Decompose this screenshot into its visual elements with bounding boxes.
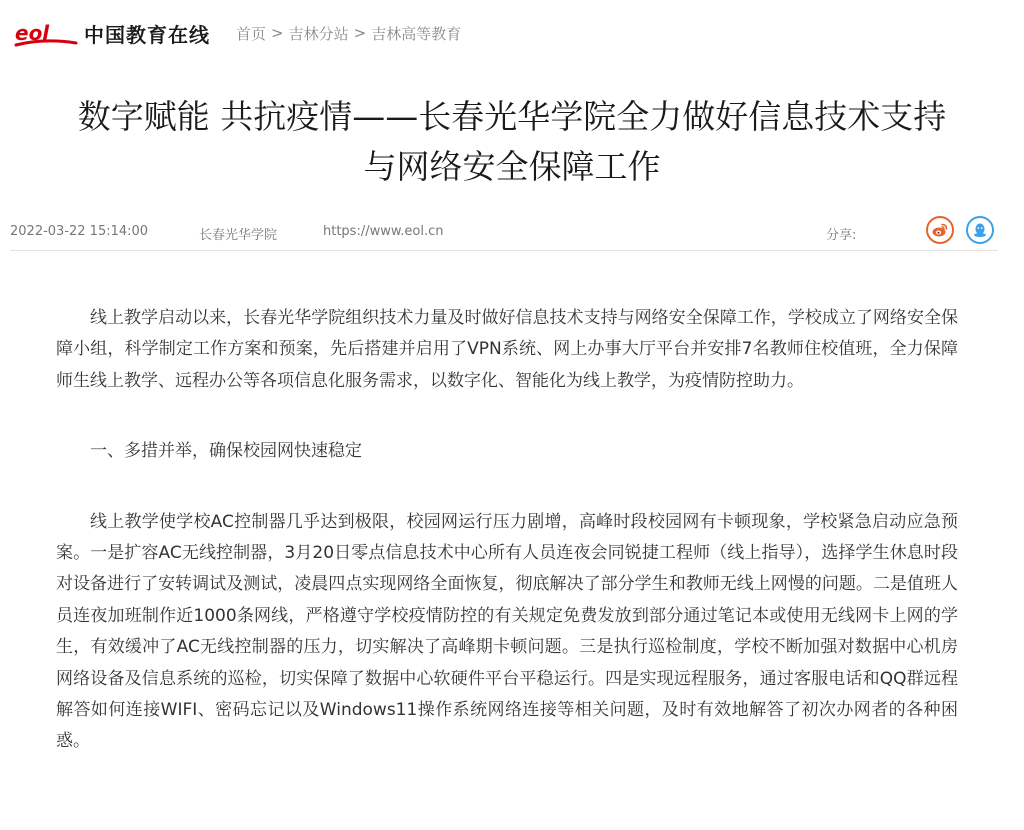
logo-text: 中国教育在线 (84, 22, 210, 47)
share-weibo-button[interactable] (926, 216, 954, 244)
eol-logo-icon (14, 18, 78, 48)
share-label: 分享: (826, 228, 857, 243)
weibo-icon (931, 221, 949, 239)
article-section-heading: 一、多措并举，确保校园网快速稳定 (90, 441, 362, 462)
article-body (56, 303, 958, 797)
breadcrumb-separator: > (353, 24, 367, 42)
source-url[interactable]: https://www.eol.cn (323, 224, 444, 239)
svg-text:eol: eol (15, 21, 50, 45)
publish-date: 2022-03-22 15:14:00 (10, 224, 149, 239)
breadcrumb-branch[interactable]: 吉林分站 (288, 24, 349, 43)
breadcrumb-section[interactable]: 吉林高等教育 (371, 24, 462, 43)
site-logo[interactable] (14, 18, 210, 48)
site-header (14, 16, 461, 50)
breadcrumb-separator: > (271, 24, 284, 42)
article-title (0, 92, 1024, 192)
article-title-line2: 与网络安全保障工作 (363, 147, 661, 186)
article-paragraph: 线上教学启动以来，长春光华学院组织技术力量及时做好信息技术支持与网络安全保障工作，学校成立了网络安全保障小组，科学制定工作方案和预案，先后搭建并启用了VPN系统、网上办事大厅平台并安排7名教师住校值班，全力保障师生线上教学、远程办公等各项信息化服务需求，以数字化、智能化为线上教学，为疫情防控助力。 (56, 308, 958, 391)
article-title-line1: 数字赋能 共抗疫情——长春光华学院全力做好信息技术支持 (77, 97, 947, 136)
breadcrumb (236, 23, 461, 44)
article-meta (10, 214, 998, 251)
breadcrumb-home[interactable]: 首页 (236, 24, 267, 43)
article-paragraph: 线上教学使学校AC控制器几乎达到极限，校园网运行压力剧增，高峰时段校园网有卡顿现象，学校紧急启动应急预案。一是扩容AC无线控制器，3月20日零点信息技术中心所有人员连夜会同锐捷工程师（线上指导），选择学生休息时段对设备进行了安转调试及测试，凌晨四点实现网络全面恢复，彻底解决了部分学生和教师无线上网慢的问题。二是值班人员连夜加班制作近1000条网线，严格遵守学校疫情防控的有关规定免费发放到部分通过笔记本或使用无线网卡上网的学生，有效缓冲了AC无线控制器的压力，切实解决了高峰期卡顿问题。三是执行巡检制度，学校不断加强对数据中心机房网络设备及信息系统的巡检，切实保障了数据中心软硬件平台平稳运行。四是实现远程服务，通过客服电话和QQ群远程解答如何连接WIFI、密码忘记以及Windows11操作系统网络连接等相关问题，及时有效地解答了初次办网者的各种困惑。 (56, 511, 958, 752)
qq-icon (971, 221, 989, 239)
share-qq-button[interactable] (966, 216, 994, 244)
article-source: 长春光华学院 (199, 228, 278, 243)
